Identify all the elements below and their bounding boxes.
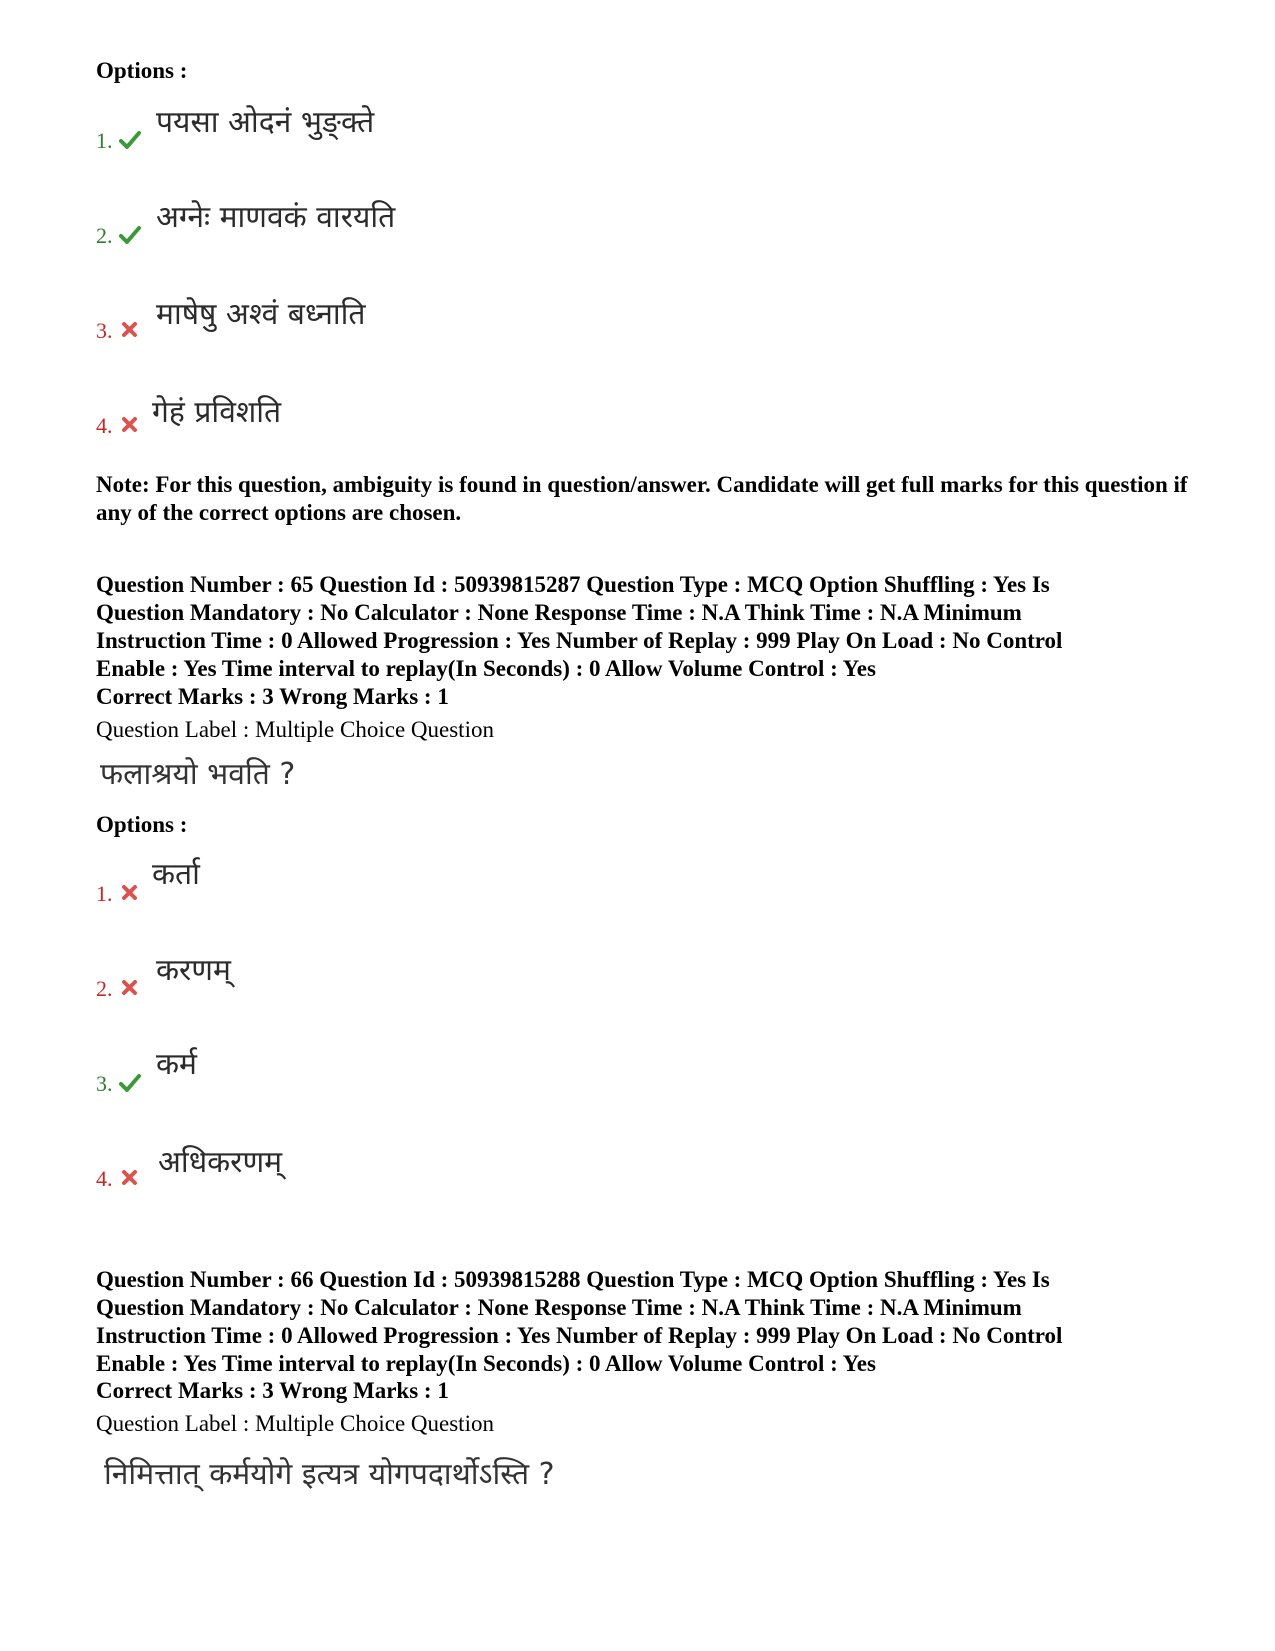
meta-line: Question Number : 66 Question Id : 50939815288 Question Type : MCQ Option Shuffling : Yes Is <box>96 1267 1050 1292</box>
question-65-label: Question Label : Multiple Choice Question <box>96 717 494 742</box>
meta-line: Question Mandatory : No Calculator : None Response Time : N.A Think Time : N.A Minimum <box>96 1295 1022 1320</box>
option-3 <box>96 318 141 344</box>
option-text: माषेषु अश्वं बध्नाति <box>156 297 366 332</box>
cross-icon <box>119 414 141 436</box>
option-text: गेहं प्रविशति <box>152 395 282 430</box>
meta-line: Question Mandatory : No Calculator : None Response Time : N.A Think Time : N.A Minimum <box>96 600 1022 625</box>
option-2 <box>96 223 141 249</box>
cross-icon <box>119 1167 141 1189</box>
option-text: पयसा ओदनं भुङ्क्ते <box>156 105 375 140</box>
meta-line: Enable : Yes Time interval to replay(In Seconds) : 0 Allow Volume Control : Yes <box>96 656 876 681</box>
question-66-meta <box>96 1266 1196 1378</box>
option-number: 4. <box>96 413 113 438</box>
option-4 <box>96 1166 141 1192</box>
option-text: कर्म <box>156 1047 197 1082</box>
option-number: 4. <box>96 1166 113 1191</box>
ambiguity-note: Note: For this question, ambiguity is found in question/answer. Candidate will get full marks for this question if any of the correct options are chosen. <box>96 472 1188 525</box>
question-66-marks: Correct Marks : 3 Wrong Marks : 1 <box>96 1378 449 1403</box>
option-text: करणम् <box>156 953 231 988</box>
meta-line: Enable : Yes Time interval to replay(In Seconds) : 0 Allow Volume Control : Yes <box>96 1351 876 1376</box>
option-text: अधिकरणम् <box>158 1145 283 1180</box>
question-66-text: निमित्तात् कर्मयोगे इत्यत्र योगपदार्थोऽस्ति ? <box>104 1457 555 1492</box>
question-65-meta <box>96 571 1196 683</box>
checkmark-icon <box>119 129 141 151</box>
checkmark-icon <box>119 224 141 246</box>
option-text: अग्नेः माणवकं वारयति <box>156 200 396 235</box>
option-text: कर्ता <box>152 857 200 892</box>
option-4 <box>96 413 141 439</box>
meta-line: Instruction Time : 0 Allowed Progression : Yes Number of Replay : 999 Play On Load : No Control <box>96 628 1063 653</box>
option-number: 1. <box>96 881 113 906</box>
option-1 <box>96 881 141 907</box>
options-heading: Options : <box>96 58 188 83</box>
meta-line: Instruction Time : 0 Allowed Progression : Yes Number of Replay : 999 Play On Load : No Control <box>96 1323 1063 1348</box>
meta-line: Question Number : 65 Question Id : 50939815287 Question Type : MCQ Option Shuffling : Yes Is <box>96 572 1050 597</box>
option-number: 3. <box>96 318 113 343</box>
question-66-label: Question Label : Multiple Choice Question <box>96 1411 494 1436</box>
option-3 <box>96 1071 141 1097</box>
option-1 <box>96 128 141 154</box>
cross-icon <box>119 319 141 341</box>
cross-icon <box>119 882 141 904</box>
options-heading: Options : <box>96 812 188 837</box>
question-65-marks: Correct Marks : 3 Wrong Marks : 1 <box>96 684 449 709</box>
option-number: 2. <box>96 223 113 248</box>
cross-icon <box>119 977 141 999</box>
checkmark-icon <box>119 1072 141 1094</box>
question-65-text: फलाश्रयो भवति ? <box>100 757 296 792</box>
option-number: 1. <box>96 128 113 153</box>
option-number: 2. <box>96 976 113 1001</box>
option-number: 3. <box>96 1071 113 1096</box>
option-2 <box>96 976 141 1002</box>
